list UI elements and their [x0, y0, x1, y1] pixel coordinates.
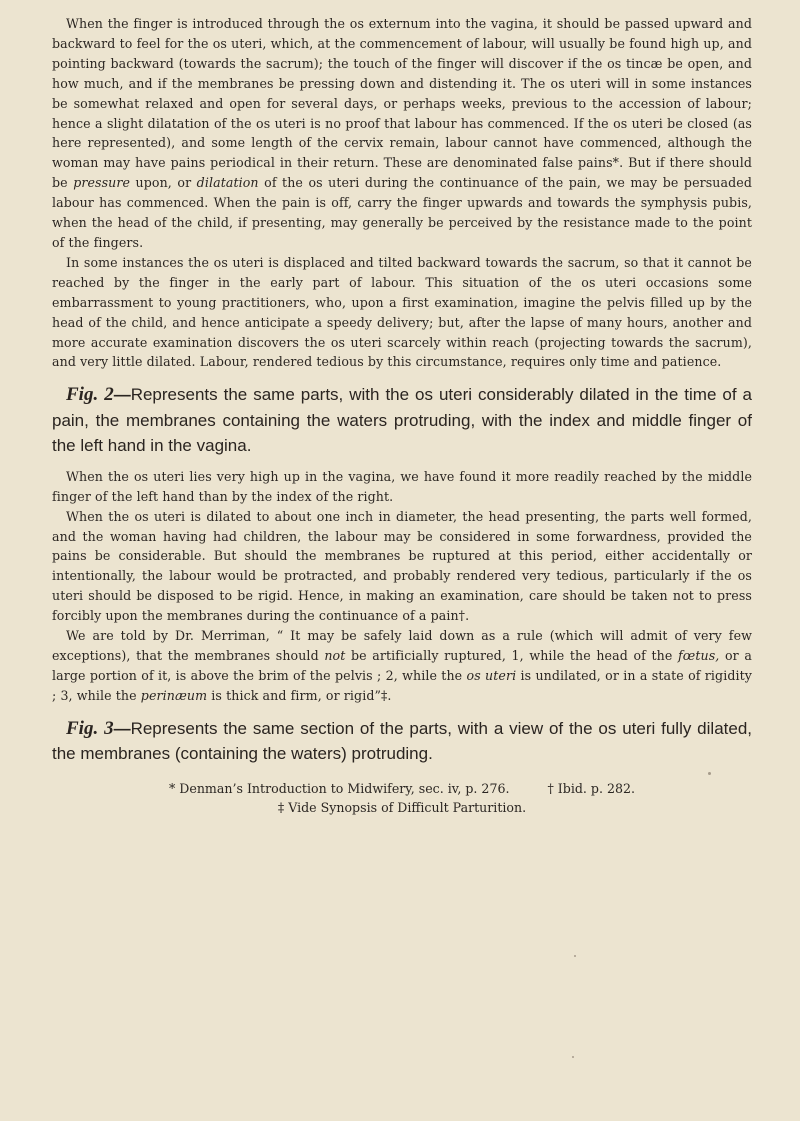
- figure-label: Fig.: [66, 384, 99, 406]
- paper-speck: [574, 955, 576, 957]
- emphasis-not: not: [324, 647, 346, 663]
- figure-2-caption: [52, 382, 752, 459]
- footnote-synopsis: ‡ Vide Synopsis of Difficult Parturition.: [277, 799, 527, 815]
- figure-description: Represents the same parts, with the os uteri considerably dilated in the time of a pain, the membranes containing the waters protruding, with the index and middle finger of the left hand in the vagina.: [52, 385, 752, 456]
- paragraph-examination: [52, 14, 752, 253]
- figure-dash: —: [113, 718, 131, 738]
- figure-description: Represents the same section of the parts, with a view of the os uteri fully dilated, the membranes (containing the waters) protruding.: [52, 718, 753, 764]
- paragraph-text: is thick and firm, or rigid”‡.: [207, 687, 392, 703]
- paragraph-displaced-os-uteri: In some instances the os uteri is displaced and tilted backward towards the sacrum, so that it cannot be reached by the finger in the early part of labour. This situation of the os uteri occasions some embarrassment to young practitioners, who, upon a first examination, imagine the pelvis filled up by the head of the child, and hence anticipate a speedy delivery; but, after the lapse of many hours, another and more accurate examination discovers the os uteri scarcely within reach (projecting towards the sacrum), and very little dilated. Labour, rendered tedious by this circumstance, requires only time and patience.: [52, 254, 752, 370]
- paragraph-text: When the finger is introduced through the os externum into the vagina, it should be passed upward and backward to feel for the os uteri, which, at the commencement of labour, will usually be found high up, and pointing backward (towards the sacrum); the touch of the finger will discover if the os tincæ be open, and how much, and if the membranes be pressing down and distending it. The os uteri will in some instances be somewhat relaxed and open for several days, or perhaps weeks, previous to the accession of labour; hence a slight dilatation of the os uteri is no proof that labour has commenced. If the os uteri be closed (as here represented), and some length of the cervix remain, labour cannot have commenced, although the woman may have pains periodical in their return. These are denominated false pains*. But if there should be: [52, 16, 752, 191]
- emphasis-pressure: pressure: [73, 175, 131, 191]
- figure-number: 2: [98, 384, 114, 406]
- emphasis-foetus: fœtus,: [678, 647, 720, 663]
- figure-number: 3: [98, 717, 114, 739]
- paragraph-dilated-one-inch: When the os uteri is dilated to about one inch in diameter, the head presenting, the parts well formed, and the woman having had children, the labour may be considered in some forwardness, provided the pains be considerable. But should the membranes be ruptured at this period, either accidentally or intentionally, the labour would be protracted, and probably rendered very tedious, particularly if the os uteri should be disposed to be rigid. Hence, in making an examination, care should be taken not to press forcibly upon the membranes during the continuance of a pain†.: [52, 508, 752, 624]
- footnote-denman: * Denman’s Introduction to Midwifery, sec. iv, p. 276.: [168, 780, 510, 796]
- figure-3-caption: [52, 716, 752, 767]
- paragraph-text: or a large portion of it, is above the brim of the pelvis ; 2, while the: [52, 647, 752, 683]
- paragraph-text: is undilated, or in a state of rigidity ; 3, while the: [52, 667, 752, 703]
- paragraph-text: We are told by Dr. Merriman, “ It may be safely laid down as a rule (which will admit of very few exceptions), that the membranes should: [52, 628, 752, 663]
- paragraph-merriman-quote: [52, 626, 752, 706]
- footnote-ibid: † Ibid. p. 282.: [547, 780, 636, 796]
- emphasis-perinaeum: perinæum: [140, 687, 208, 703]
- paragraph-text: upon, or: [130, 175, 197, 191]
- footnotes: [52, 779, 752, 817]
- figure-dash: —: [113, 385, 131, 405]
- footnote-row: [52, 779, 752, 798]
- emphasis-os-uteri: os uteri: [466, 667, 517, 683]
- paper-speck: [708, 772, 711, 775]
- book-page: [52, 14, 752, 817]
- paper-speck: [572, 1056, 574, 1058]
- paragraph-text: be artificially ruptured, 1, while the head of the: [345, 647, 679, 663]
- paragraph-text: of the os uteri during the continuance of the pain, we may be persuaded labour has commenced. When the pain is off, carry the finger upwards and towards the symphysis pubis, when the head of the child, if presenting, may generally be perceived by the resistance made to the point of the fingers.: [52, 175, 752, 250]
- emphasis-dilatation: dilatation: [196, 175, 259, 191]
- paragraph-middle-finger: When the os uteri lies very high up in the vagina, we have found it more readily reached by the middle finger of the left hand than by the index of the right.: [52, 468, 752, 504]
- figure-label: Fig.: [66, 717, 99, 739]
